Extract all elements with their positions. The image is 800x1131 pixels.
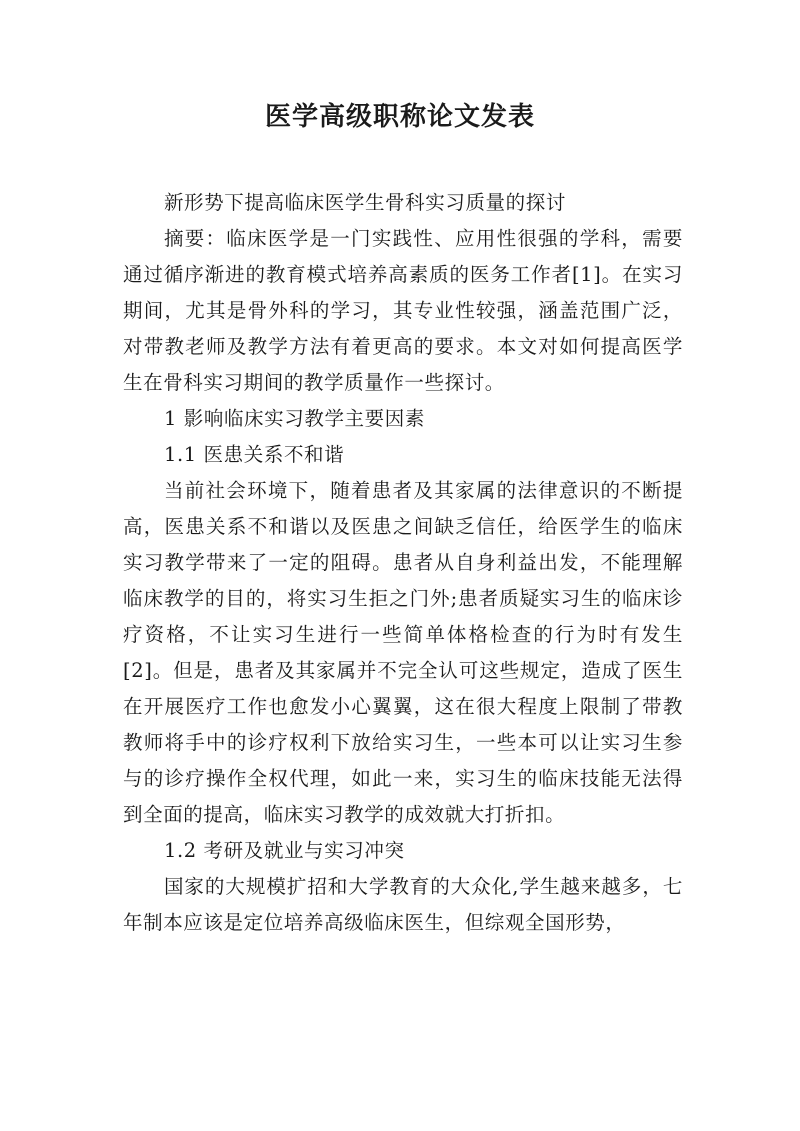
document-body: [123, 185, 683, 941]
document-title: 医学高级职称论文发表: [264, 102, 535, 132]
article-title: 新形势下提高临床医学生骨科实习质量的探讨: [163, 191, 566, 214]
body-paragraph: 国家的大规模扩招和大学教育的大众化,学生越来越多，七年制本应该是定位培养高级临床医生，但综观全国形势，: [123, 875, 683, 934]
subsection-heading-1-2: 1.2 考研及就业与实习冲突: [163, 839, 405, 862]
subsection-heading-1-1: 1.1 医患关系不和谐: [163, 443, 345, 466]
abstract-paragraph: 摘要：临床医学是一门实践性、应用性很强的学科，需要通过循序渐进的教育模式培养高素质的医务工作者[1]。在实习期间，尤其是骨外科的学习，其专业性较强，涵盖范围广泛，对带教老师及教学方法有着更高的要求。本文对如何提高医学生在骨科实习期间的教学质量作一些探讨。: [123, 227, 683, 394]
section-heading-1: 1 影响临床实习教学主要因素: [163, 407, 425, 430]
body-paragraph: 当前社会环境下，随着患者及其家属的法律意识的不断提高，医患关系不和谐以及医患之间缺乏信任，给医学生的临床实习教学带来了一定的阻碍。患者从自身利益出发，不能理解临床教学的目的，将实习生拒之门外;患者质疑实习生的临床诊疗资格，不让实习生进行一些简单体格检查的行为时有发生[2]。但是，患者及其家属并不完全认可这些规定，造成了医生在开展医疗工作也愈发小心翼翼，这在很大程度上限制了带教教师将手中的诊疗权利下放给实习生，一些本可以让实习生参与的诊疗操作全权代理，如此一来，实习生的临床技能无法得到全面的提高，临床实习教学的成效就大打折扣。: [123, 479, 683, 826]
